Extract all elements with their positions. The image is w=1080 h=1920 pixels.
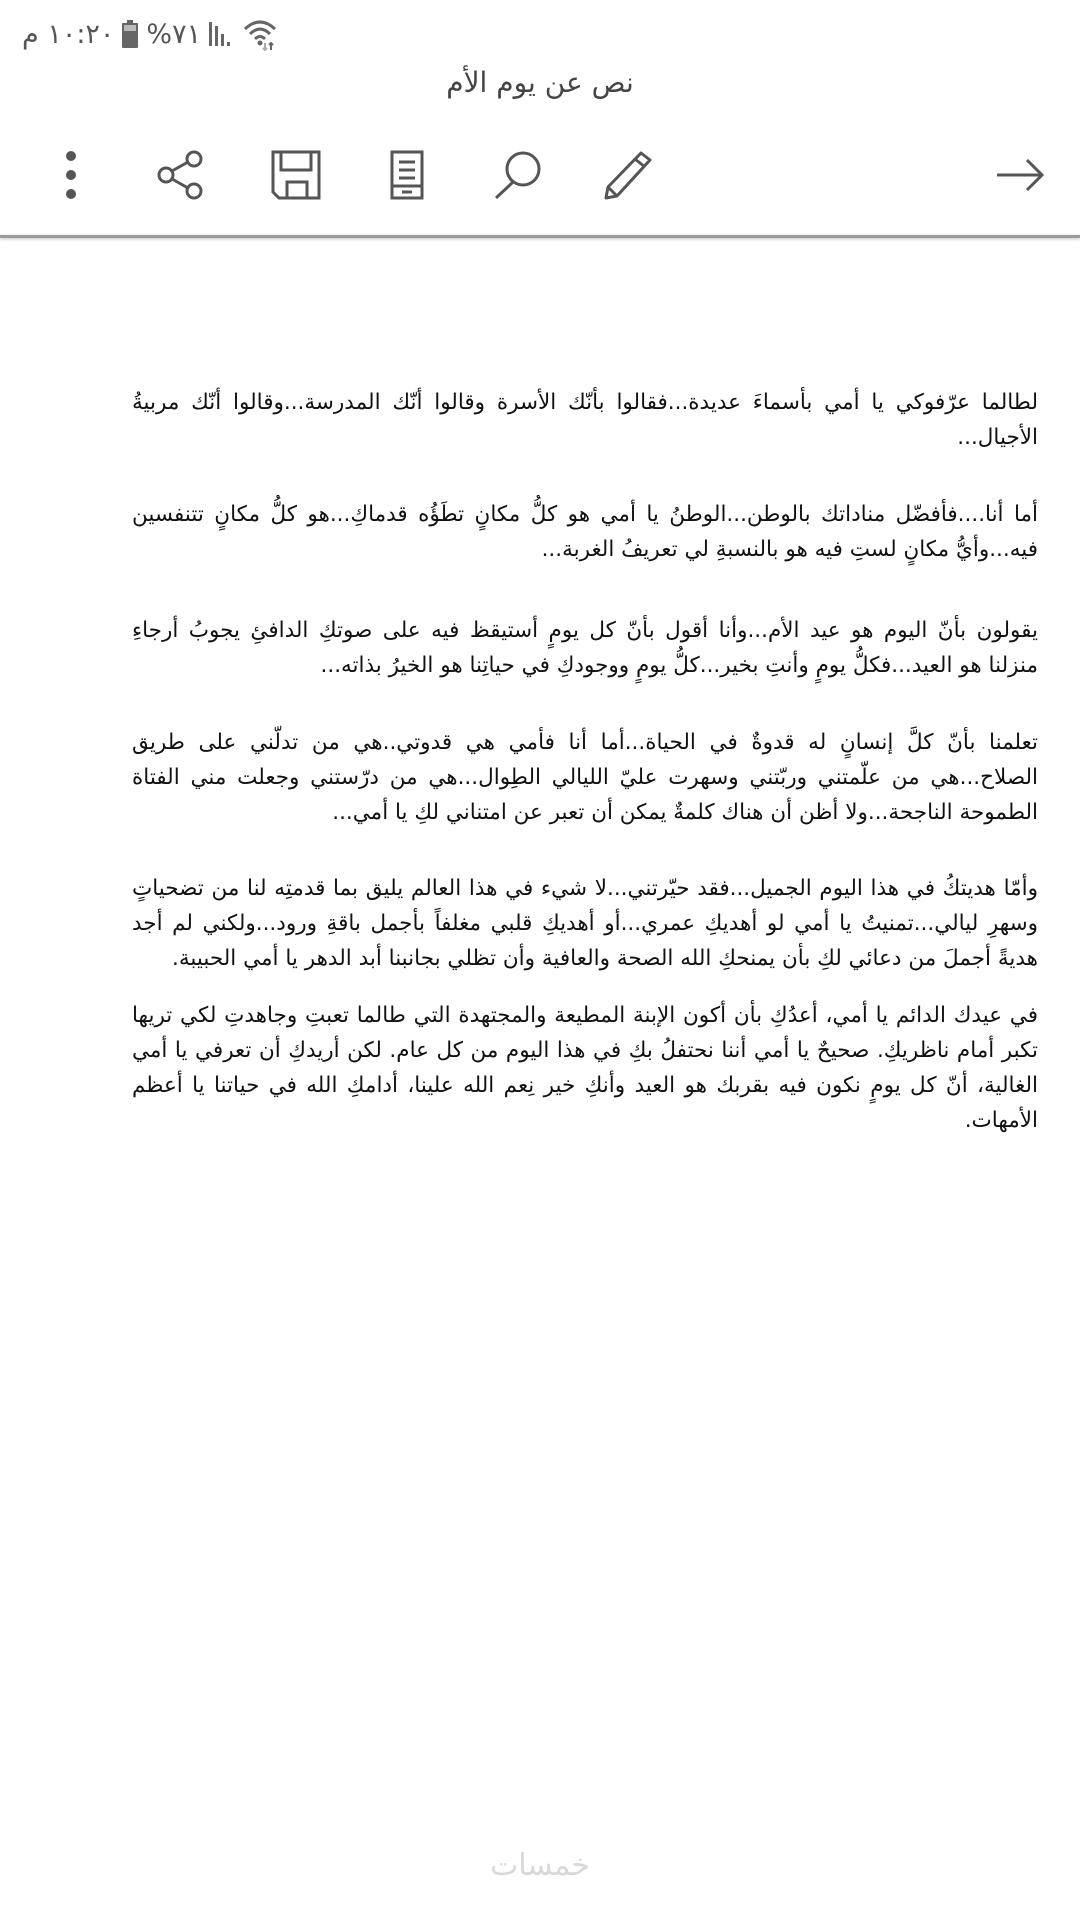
- paragraph-3: [132, 613, 1038, 683]
- edit-icon: [603, 150, 653, 200]
- text-line: الطموحة الناجحة...ولا أظن أن هناك كلمةٌ يمكن أن تعبر عن امتناني لكِ يا أمي...: [332, 800, 1038, 825]
- text-line: يقولون بأنّ اليوم هو عيد الأم...وأنا أقول بأنّ كل يومٍ أستيقظ فيه على صوتكِ الدافئِ يجوبُ أرجاءِ: [132, 618, 1038, 643]
- save-icon: [271, 150, 321, 200]
- document-view-button[interactable]: [377, 140, 437, 210]
- more-options-button[interactable]: [41, 140, 101, 210]
- text-line: لطالما عرّفوكي يا أمي بأسماءَ عديدة...فقالوا بأنّك الأسرة وقالوا أنّك المدرسة...وقالوا أنّك مربيةُ: [132, 390, 1038, 415]
- battery-percent: %٧١: [146, 18, 202, 50]
- document-icon: [390, 150, 424, 200]
- battery-icon: [122, 20, 138, 48]
- status-time: ١٠:٢٠ م: [22, 18, 115, 50]
- arrow-forward-icon: [995, 155, 1045, 195]
- text-line: تكبر أمام ناظريكِ. صحيحٌ يا أمي أننا نحتفلُ بكِ في هذا اليوم من كل عام. لكن أريدكِ أن تعرفي يا أمي: [132, 1038, 1038, 1063]
- text-line: فيه...وأيُّ مكانٍ لستِ فيه هو بالنسبةِ لي تعريفُ الغربة...: [541, 537, 1038, 562]
- paragraph-5: [132, 871, 1038, 976]
- search-icon: [493, 150, 543, 200]
- text-line: هديةً أجملَ من دعائي لكِ بأن يمنحكِ الله الصحة والعافية وأن تظلي بجانبنا أبد الدهر يا أمي الحبيبة.: [172, 946, 1038, 971]
- save-button[interactable]: [266, 140, 326, 210]
- text-line: في عيدك الدائم يا أمي، أعدُكِ بأن أكون الإبنة المطيعة والمجتهدة التي طالما تعبتِ وجاهدتِ لكي تريها: [132, 1003, 1038, 1028]
- paragraph-6: [132, 998, 1038, 1138]
- text-line: أما أنا....فأفضّل مناداتك بالوطن...الوطنُ يا أمي هو كلُّ مكانٍ تطَؤُه قدماكِ...هو كلُّ مكانٍ تتنفسين: [132, 502, 1038, 527]
- signal-icon: [209, 20, 235, 48]
- search-button[interactable]: [488, 140, 548, 210]
- text-line: وأمّا هديتكُ في هذا اليوم الجميل...فقد حيّرتني...لا شيء في هذا العالم يليق بما قدمتِه لنا من تضحياتٍ: [132, 876, 1038, 901]
- paragraph-1: [132, 385, 1038, 455]
- page-title: نص عن يوم الأم: [446, 66, 634, 99]
- toolbar: [0, 140, 1080, 210]
- text-line: تعلمنا بأنّ كلَّ إنسانٍ له قدوةٌ في الحياة...أما أنا فأمي هي قدوتي..هي من تدلّني على طريق: [132, 730, 1038, 755]
- text-line: الغالية، أنّ كل يومٍ نكون فيه بقربك هو العيد وأنكِ خير نِعم الله علينا، أدامكِ الله في حياتنا يا أعظم: [132, 1073, 1038, 1098]
- text-line: الأمهات.: [964, 1108, 1038, 1133]
- paragraph-2: [132, 497, 1038, 567]
- text-line: وسهرِ ليالي...تمنيتُ يا أمي لو أهديكِ عمري...أو أهديكِ قلبي مغلفاً بأجمل باقةِ ورود...ولكني لم أجد: [132, 911, 1038, 936]
- edit-button[interactable]: [598, 140, 658, 210]
- header-divider: [0, 235, 1080, 238]
- text-line: منزلنا هو العيد...فكلُّ يومٍ وأنتِ بخير...كلُّ يومٍ ووجودكِ في حياتِنا هو الخيرُ بذاته...: [320, 653, 1038, 678]
- forward-button[interactable]: [990, 140, 1050, 210]
- text-line: الصلاح...هي من علّمتني وربّتني وسهرت عليّ الليالي الطِوال...هي من درّستني وجعلت مني الفتاة: [132, 765, 1038, 790]
- watermark-logo: خمسات: [489, 1848, 591, 1883]
- more-vert-icon: [61, 150, 81, 200]
- share-button[interactable]: [151, 140, 211, 210]
- share-icon: [156, 150, 206, 200]
- text-line: الأجيال...: [957, 425, 1038, 450]
- wifi-icon: [243, 17, 277, 51]
- paragraph-4: [132, 725, 1038, 830]
- status-bar: [22, 14, 277, 54]
